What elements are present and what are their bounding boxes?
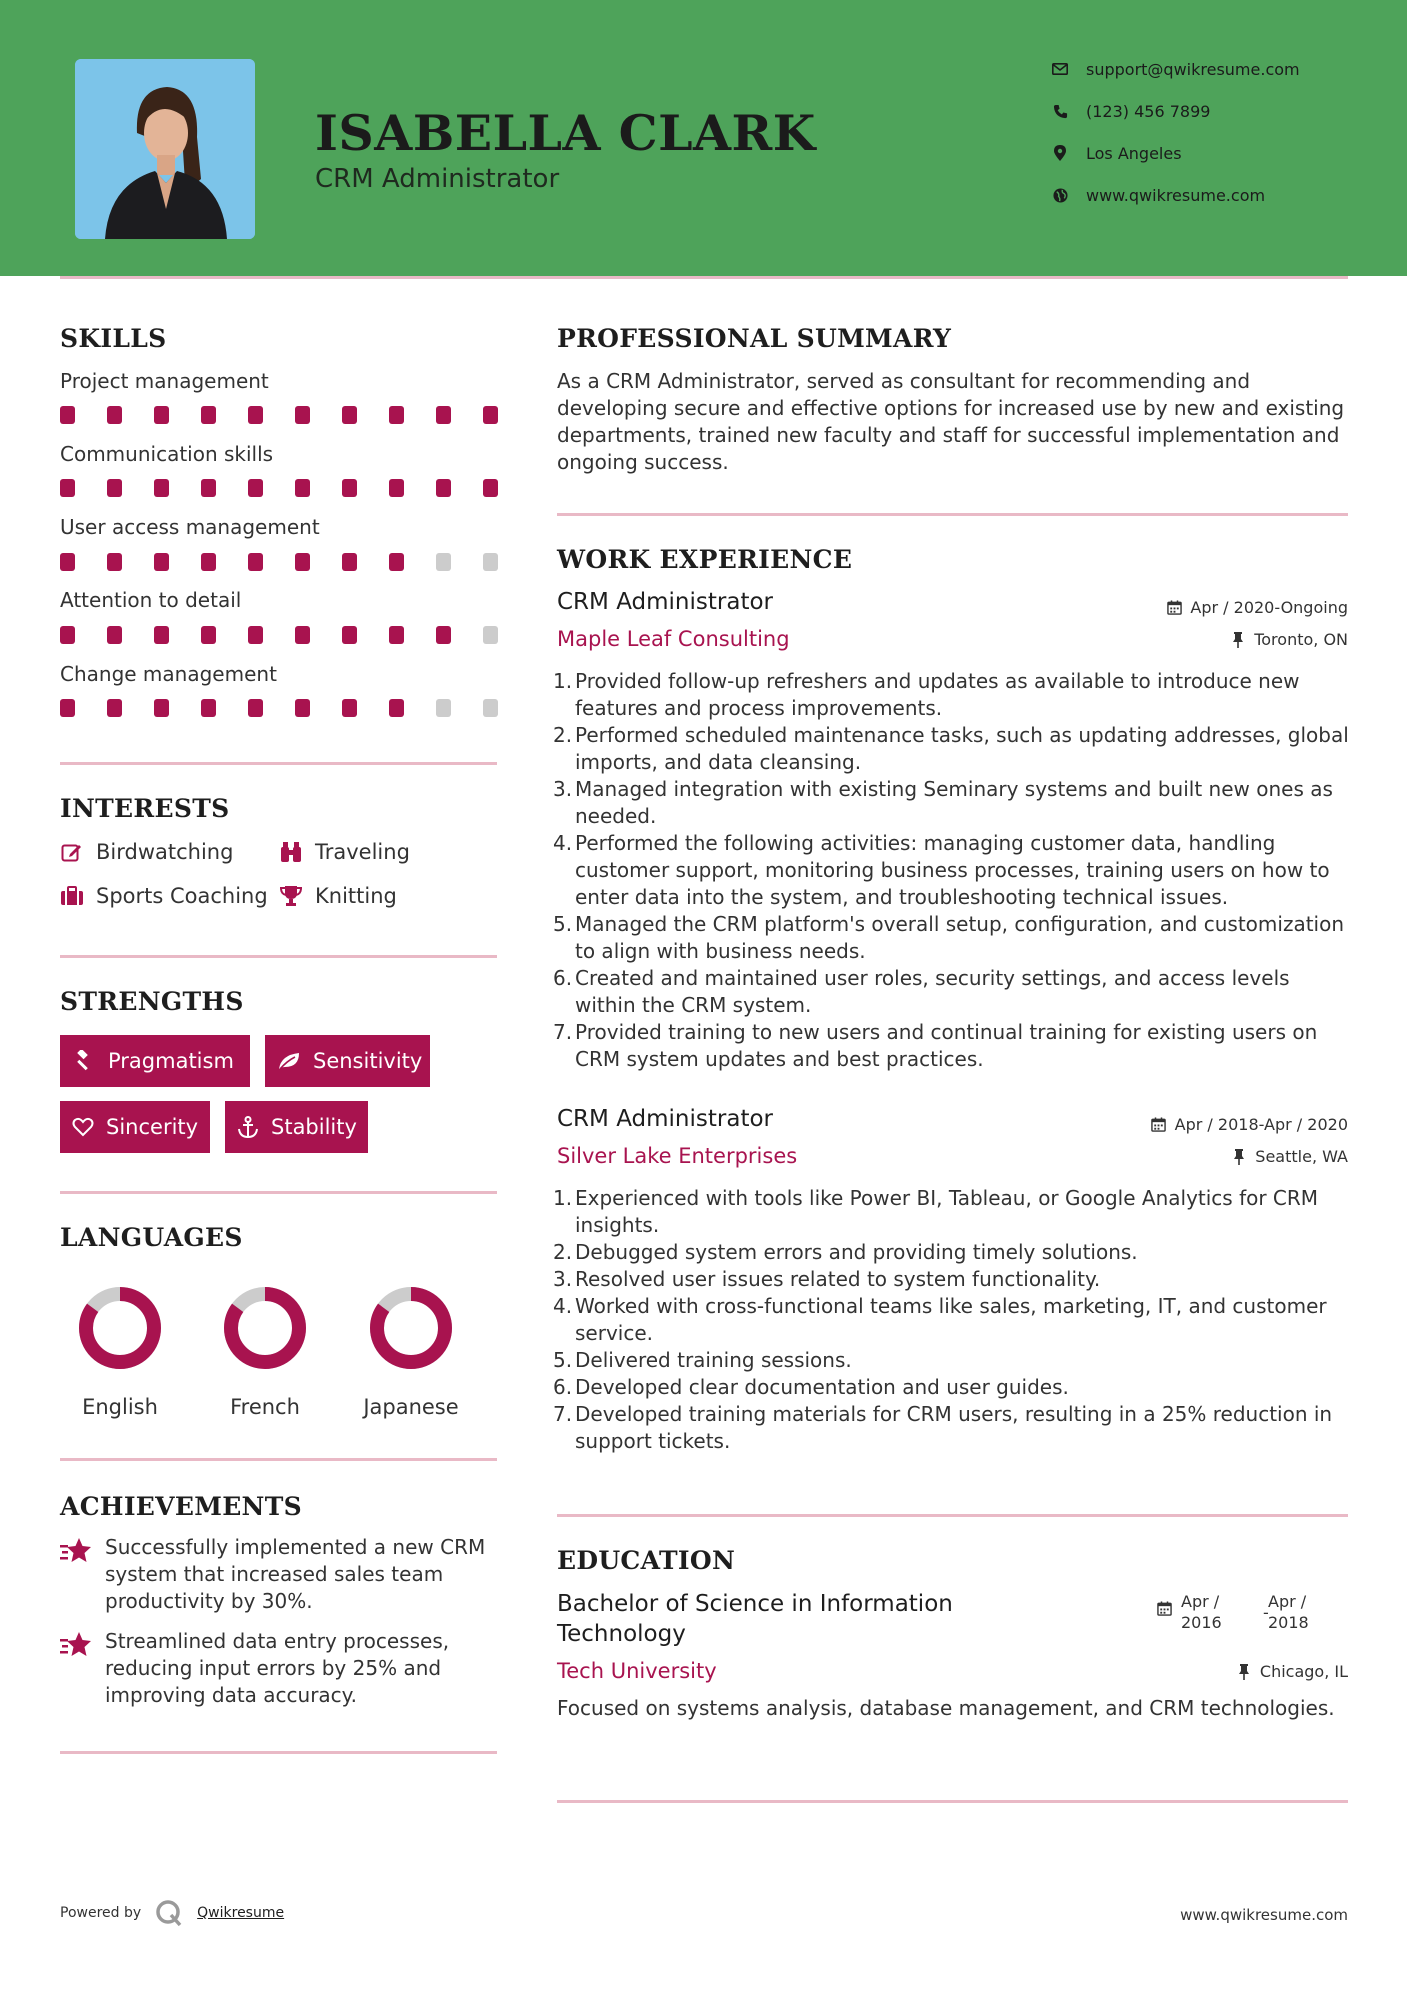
bullet-text: Managed the CRM platform's overall setup, configuration, and customization to align with business needs. bbox=[575, 912, 1345, 963]
skill-dot-filled bbox=[248, 699, 263, 717]
interest-item bbox=[279, 881, 397, 911]
skill-dot-filled bbox=[295, 626, 310, 644]
leaf-icon bbox=[277, 1049, 301, 1073]
footer-powered-by bbox=[60, 1898, 284, 1928]
bullet-number: 3. bbox=[553, 777, 573, 801]
job-bullet bbox=[553, 668, 1353, 722]
interests-heading: INTERESTS bbox=[60, 794, 230, 823]
person-portrait-icon bbox=[75, 59, 255, 239]
skill-dot-filled bbox=[389, 406, 404, 424]
job-bullet bbox=[553, 1293, 1353, 1347]
bullet-text: Created and maintained user roles, security settings, and access levels within the CRM system. bbox=[575, 966, 1290, 1017]
envelope-icon bbox=[1050, 59, 1070, 79]
strengths-heading: STRENGTHS bbox=[60, 987, 244, 1016]
bullet-text: Debugged system errors and providing timely solutions. bbox=[575, 1240, 1138, 1264]
bullet-number: 5. bbox=[553, 1348, 573, 1372]
skill-name: Attention to detail bbox=[60, 588, 242, 612]
strength-badge bbox=[225, 1101, 368, 1153]
bullet-text: Provided training to new users and continual training for existing users on CRM system updates and best practices. bbox=[575, 1020, 1318, 1071]
education-date-end: Apr / 2018 bbox=[1268, 1592, 1309, 1632]
bullet-number: 2. bbox=[553, 1240, 573, 1264]
skill-dot-filled bbox=[60, 626, 75, 644]
skill-dot-filled bbox=[295, 479, 310, 497]
education-location bbox=[1236, 1662, 1348, 1681]
skill-dot-filled bbox=[248, 626, 263, 644]
skill-dot-filled bbox=[60, 699, 75, 717]
summary-heading: PROFESSIONAL SUMMARY bbox=[557, 324, 952, 353]
skills-heading: SKILLS bbox=[60, 324, 167, 353]
calendar-icon bbox=[1151, 1117, 1167, 1133]
skill-dot-filled bbox=[342, 406, 357, 424]
contact-phone[interactable] bbox=[1050, 96, 1370, 126]
language-item bbox=[210, 1283, 320, 1419]
language-label: Japanese bbox=[363, 1395, 459, 1419]
contact-email-text: support@qwikresume.com bbox=[1086, 59, 1300, 79]
skill-dot-filled bbox=[295, 553, 310, 571]
bullet-number: 2. bbox=[553, 723, 573, 747]
strength-label: Stability bbox=[271, 1115, 357, 1139]
experience-divider bbox=[557, 1514, 1348, 1517]
job-bullets bbox=[553, 668, 1353, 1073]
skill-dot-filled bbox=[436, 406, 451, 424]
skill-dot-filled bbox=[342, 699, 357, 717]
globe-icon bbox=[1050, 185, 1070, 205]
interest-item bbox=[279, 837, 410, 867]
skill-rating bbox=[60, 479, 500, 497]
strength-label: Pragmatism bbox=[108, 1049, 234, 1073]
bullet-text: Worked with cross-functional teams like sales, marketing, IT, and customer service. bbox=[575, 1294, 1327, 1345]
languages-heading: LANGUAGES bbox=[60, 1223, 243, 1252]
skill-dot-filled bbox=[107, 479, 122, 497]
pencil-square-icon bbox=[60, 840, 84, 864]
language-gauge bbox=[220, 1283, 310, 1373]
skill-dot-filled bbox=[436, 626, 451, 644]
strength-label: Sensitivity bbox=[313, 1049, 423, 1073]
skill-name: Communication skills bbox=[60, 442, 274, 466]
profile-photo bbox=[75, 59, 255, 239]
bullet-text: Performed scheduled maintenance tasks, such as updating addresses, global imports, and data cleansing. bbox=[575, 723, 1349, 774]
skill-dot-filled bbox=[483, 406, 498, 424]
job-bullet bbox=[553, 1347, 1353, 1374]
powered-by-label: Powered by bbox=[60, 1905, 142, 1921]
job-location bbox=[1231, 1147, 1348, 1166]
skill-dot-filled bbox=[201, 406, 216, 424]
interest-item bbox=[60, 837, 233, 867]
contact-email[interactable] bbox=[1050, 54, 1370, 84]
contact-website[interactable] bbox=[1050, 180, 1370, 210]
achievement-text: Successfully implemented a new CRM system that increased sales team productivity by 30%. bbox=[105, 1535, 486, 1613]
skill-dot-empty bbox=[436, 699, 451, 717]
skill-dot-filled bbox=[342, 626, 357, 644]
skill-dot-filled bbox=[483, 479, 498, 497]
skill-rating bbox=[60, 406, 500, 424]
candidate-name: ISABELLA CLARK bbox=[315, 104, 816, 162]
experience-heading: WORK EXPERIENCE bbox=[557, 545, 853, 574]
bullet-text: Delivered training sessions. bbox=[575, 1348, 852, 1372]
skill-dot-filled bbox=[107, 406, 122, 424]
education-divider bbox=[557, 1800, 1348, 1803]
job-date bbox=[1166, 598, 1348, 617]
skill-name: User access management bbox=[60, 515, 320, 539]
star-icon bbox=[60, 1536, 92, 1566]
bullet-number: 7. bbox=[553, 1402, 573, 1426]
job-bullet bbox=[553, 776, 1353, 830]
skill-dot-filled bbox=[389, 553, 404, 571]
job-bullets bbox=[553, 1185, 1353, 1455]
bullet-text: Developed clear documentation and user guides. bbox=[575, 1375, 1069, 1399]
skill-dot-filled bbox=[107, 699, 122, 717]
job-bullet bbox=[553, 1401, 1353, 1455]
skill-dot-filled bbox=[60, 479, 75, 497]
skill-dot-filled bbox=[154, 406, 169, 424]
job-bullet bbox=[553, 1019, 1353, 1073]
interests-divider bbox=[60, 955, 497, 958]
interest-label: Sports Coaching bbox=[96, 884, 268, 908]
calendar-icon bbox=[1157, 1601, 1173, 1617]
skill-dot-filled bbox=[248, 553, 263, 571]
skill-dot-filled bbox=[201, 626, 216, 644]
job-company: Silver Lake Enterprises bbox=[557, 1144, 798, 1168]
bullet-number: 3. bbox=[553, 1267, 573, 1291]
skill-name: Change management bbox=[60, 662, 277, 686]
skill-dot-filled bbox=[248, 479, 263, 497]
bullet-text: Developed training materials for CRM users, resulting in a 25% reduction in support tickets. bbox=[575, 1402, 1333, 1453]
resume-header bbox=[0, 0, 1407, 276]
job-bullet bbox=[553, 965, 1353, 1019]
job-date-text: Apr / 2018-Apr / 2020 bbox=[1174, 1115, 1348, 1134]
job-bullet bbox=[553, 1239, 1353, 1266]
contact-location bbox=[1050, 138, 1370, 168]
language-item bbox=[65, 1283, 175, 1419]
strength-badge bbox=[265, 1035, 430, 1087]
strength-badge bbox=[60, 1035, 250, 1087]
bullet-number: 4. bbox=[553, 1294, 573, 1318]
skill-dot-filled bbox=[389, 626, 404, 644]
skill-dot-empty bbox=[483, 626, 498, 644]
pushpin-icon bbox=[1231, 1149, 1247, 1165]
skill-dot-filled bbox=[201, 553, 216, 571]
education-heading: EDUCATION bbox=[557, 1546, 736, 1575]
language-label: French bbox=[230, 1395, 300, 1419]
skill-dot-filled bbox=[60, 406, 75, 424]
interest-item bbox=[60, 881, 268, 911]
education-school: Tech University bbox=[557, 1659, 717, 1683]
bullet-number: 6. bbox=[553, 1375, 573, 1399]
bullet-text: Performed the following activities: managing customer data, handling customer support, monitoring business processes, training users on how to enter data into the system, and troubleshooting technical issues. bbox=[575, 831, 1330, 909]
star-icon bbox=[60, 1630, 92, 1660]
bullet-text: Provided follow-up refreshers and updates as available to introduce new features and process improvements. bbox=[575, 669, 1300, 720]
job-company: Maple Leaf Consulting bbox=[557, 627, 790, 651]
skill-dot-filled bbox=[154, 479, 169, 497]
brand-link[interactable]: Qwikresume bbox=[197, 1905, 285, 1921]
contact-location-text: Los Angeles bbox=[1086, 143, 1182, 163]
skill-dot-filled bbox=[436, 479, 451, 497]
language-gauge bbox=[366, 1283, 456, 1373]
achievement-item bbox=[60, 1628, 500, 1712]
job-location-text: Toronto, ON bbox=[1254, 630, 1348, 649]
job-date-text: Apr / 2020-Ongoing bbox=[1190, 598, 1348, 617]
contact-website-text: www.qwikresume.com bbox=[1086, 185, 1266, 205]
skill-rating bbox=[60, 553, 500, 571]
skill-dot-filled bbox=[107, 626, 122, 644]
gavel-icon bbox=[72, 1049, 96, 1073]
calendar-icon bbox=[1166, 600, 1182, 616]
language-label: English bbox=[82, 1395, 158, 1419]
footer-url[interactable]: www.qwikresume.com bbox=[1180, 1906, 1348, 1924]
skill-dot-empty bbox=[436, 553, 451, 571]
skill-dot-filled bbox=[60, 553, 75, 571]
job-bullet bbox=[553, 830, 1353, 911]
map-pin-icon bbox=[1050, 143, 1070, 163]
bullet-number: 1. bbox=[553, 669, 573, 693]
interest-label: Birdwatching bbox=[96, 840, 234, 864]
bullet-text: Managed integration with existing Seminary systems and built new ones as needed. bbox=[575, 777, 1333, 828]
skill-dot-filled bbox=[295, 699, 310, 717]
bullet-number: 1. bbox=[553, 1186, 573, 1210]
skill-rating bbox=[60, 699, 500, 717]
bullet-number: 7. bbox=[553, 1020, 573, 1044]
pushpin-icon bbox=[1236, 1664, 1252, 1680]
skill-dot-empty bbox=[483, 699, 498, 717]
bullet-number: 5. bbox=[553, 912, 573, 936]
skill-dot-filled bbox=[389, 479, 404, 497]
skill-name: Project management bbox=[60, 369, 269, 393]
skill-dot-filled bbox=[201, 479, 216, 497]
suitcase-icon bbox=[60, 884, 84, 908]
phone-icon bbox=[1050, 101, 1070, 121]
header-divider bbox=[60, 276, 1348, 279]
job-bullet bbox=[553, 1266, 1353, 1293]
job-bullet bbox=[553, 722, 1353, 776]
skill-dot-filled bbox=[201, 699, 216, 717]
candidate-title: CRM Administrator bbox=[315, 164, 560, 194]
skill-dot-filled bbox=[154, 626, 169, 644]
languages-divider bbox=[60, 1458, 497, 1461]
interest-label: Traveling bbox=[315, 840, 410, 864]
strength-label: Sincerity bbox=[106, 1115, 199, 1139]
summary-text: As a CRM Administrator, served as consultant for recommending and developing secure and effective options for increased use by new and existing departments, trained new faculty and staff for successful implementation and ongoing success. bbox=[557, 369, 1345, 474]
bullet-number: 4. bbox=[553, 831, 573, 855]
job-location-text: Seattle, WA bbox=[1255, 1147, 1348, 1166]
skill-rating bbox=[60, 626, 500, 644]
skill-dot-filled bbox=[154, 699, 169, 717]
language-item bbox=[356, 1283, 466, 1419]
job-date bbox=[1151, 1115, 1348, 1134]
job-bullet bbox=[553, 1185, 1353, 1239]
strength-badge bbox=[60, 1101, 210, 1153]
skill-dot-filled bbox=[342, 553, 357, 571]
job-title: CRM Administrator bbox=[557, 589, 773, 615]
education-text: Focused on systems analysis, database management, and CRM technologies. bbox=[557, 1696, 1335, 1720]
achievements-heading: ACHIEVEMENTS bbox=[60, 1492, 302, 1521]
interest-label: Knitting bbox=[315, 884, 397, 908]
skill-dot-empty bbox=[483, 553, 498, 571]
achievement-item bbox=[60, 1534, 500, 1618]
skill-dot-filled bbox=[154, 553, 169, 571]
achievement-text: Streamlined data entry processes, reducing input errors by 25% and improving data accuracy. bbox=[105, 1629, 450, 1707]
pushpin-icon bbox=[1230, 632, 1246, 648]
achievements-divider bbox=[60, 1751, 497, 1754]
education-date-separator: - bbox=[1263, 1603, 1269, 1622]
trophy-icon bbox=[279, 884, 303, 908]
summary-divider bbox=[557, 513, 1348, 516]
bullet-text: Experienced with tools like Power BI, Tableau, or Google Analytics for CRM insights. bbox=[575, 1186, 1319, 1237]
anchor-icon bbox=[237, 1115, 259, 1139]
skill-dot-filled bbox=[248, 406, 263, 424]
education-degree: Bachelor of Science in Information Technology bbox=[557, 1591, 953, 1647]
contact-phone-text: (123) 456 7899 bbox=[1086, 101, 1211, 121]
skill-dot-filled bbox=[295, 406, 310, 424]
binoculars-icon bbox=[279, 840, 303, 864]
bullet-number: 6. bbox=[553, 966, 573, 990]
bullet-text: Resolved user issues related to system functionality. bbox=[575, 1267, 1101, 1291]
education-date-start: Apr / 2016 bbox=[1181, 1592, 1222, 1632]
strengths-divider bbox=[60, 1191, 497, 1194]
skill-dot-filled bbox=[107, 553, 122, 571]
education-location-text: Chicago, IL bbox=[1259, 1662, 1348, 1681]
skill-dot-filled bbox=[342, 479, 357, 497]
job-title: CRM Administrator bbox=[557, 1106, 773, 1132]
skill-dot-filled bbox=[389, 699, 404, 717]
job-location bbox=[1230, 630, 1348, 649]
job-bullet bbox=[553, 1374, 1353, 1401]
language-gauge bbox=[75, 1283, 165, 1373]
qwikresume-logo-icon bbox=[155, 1899, 183, 1927]
skills-divider bbox=[60, 762, 497, 765]
job-bullet bbox=[553, 911, 1353, 965]
heart-icon bbox=[72, 1115, 94, 1139]
